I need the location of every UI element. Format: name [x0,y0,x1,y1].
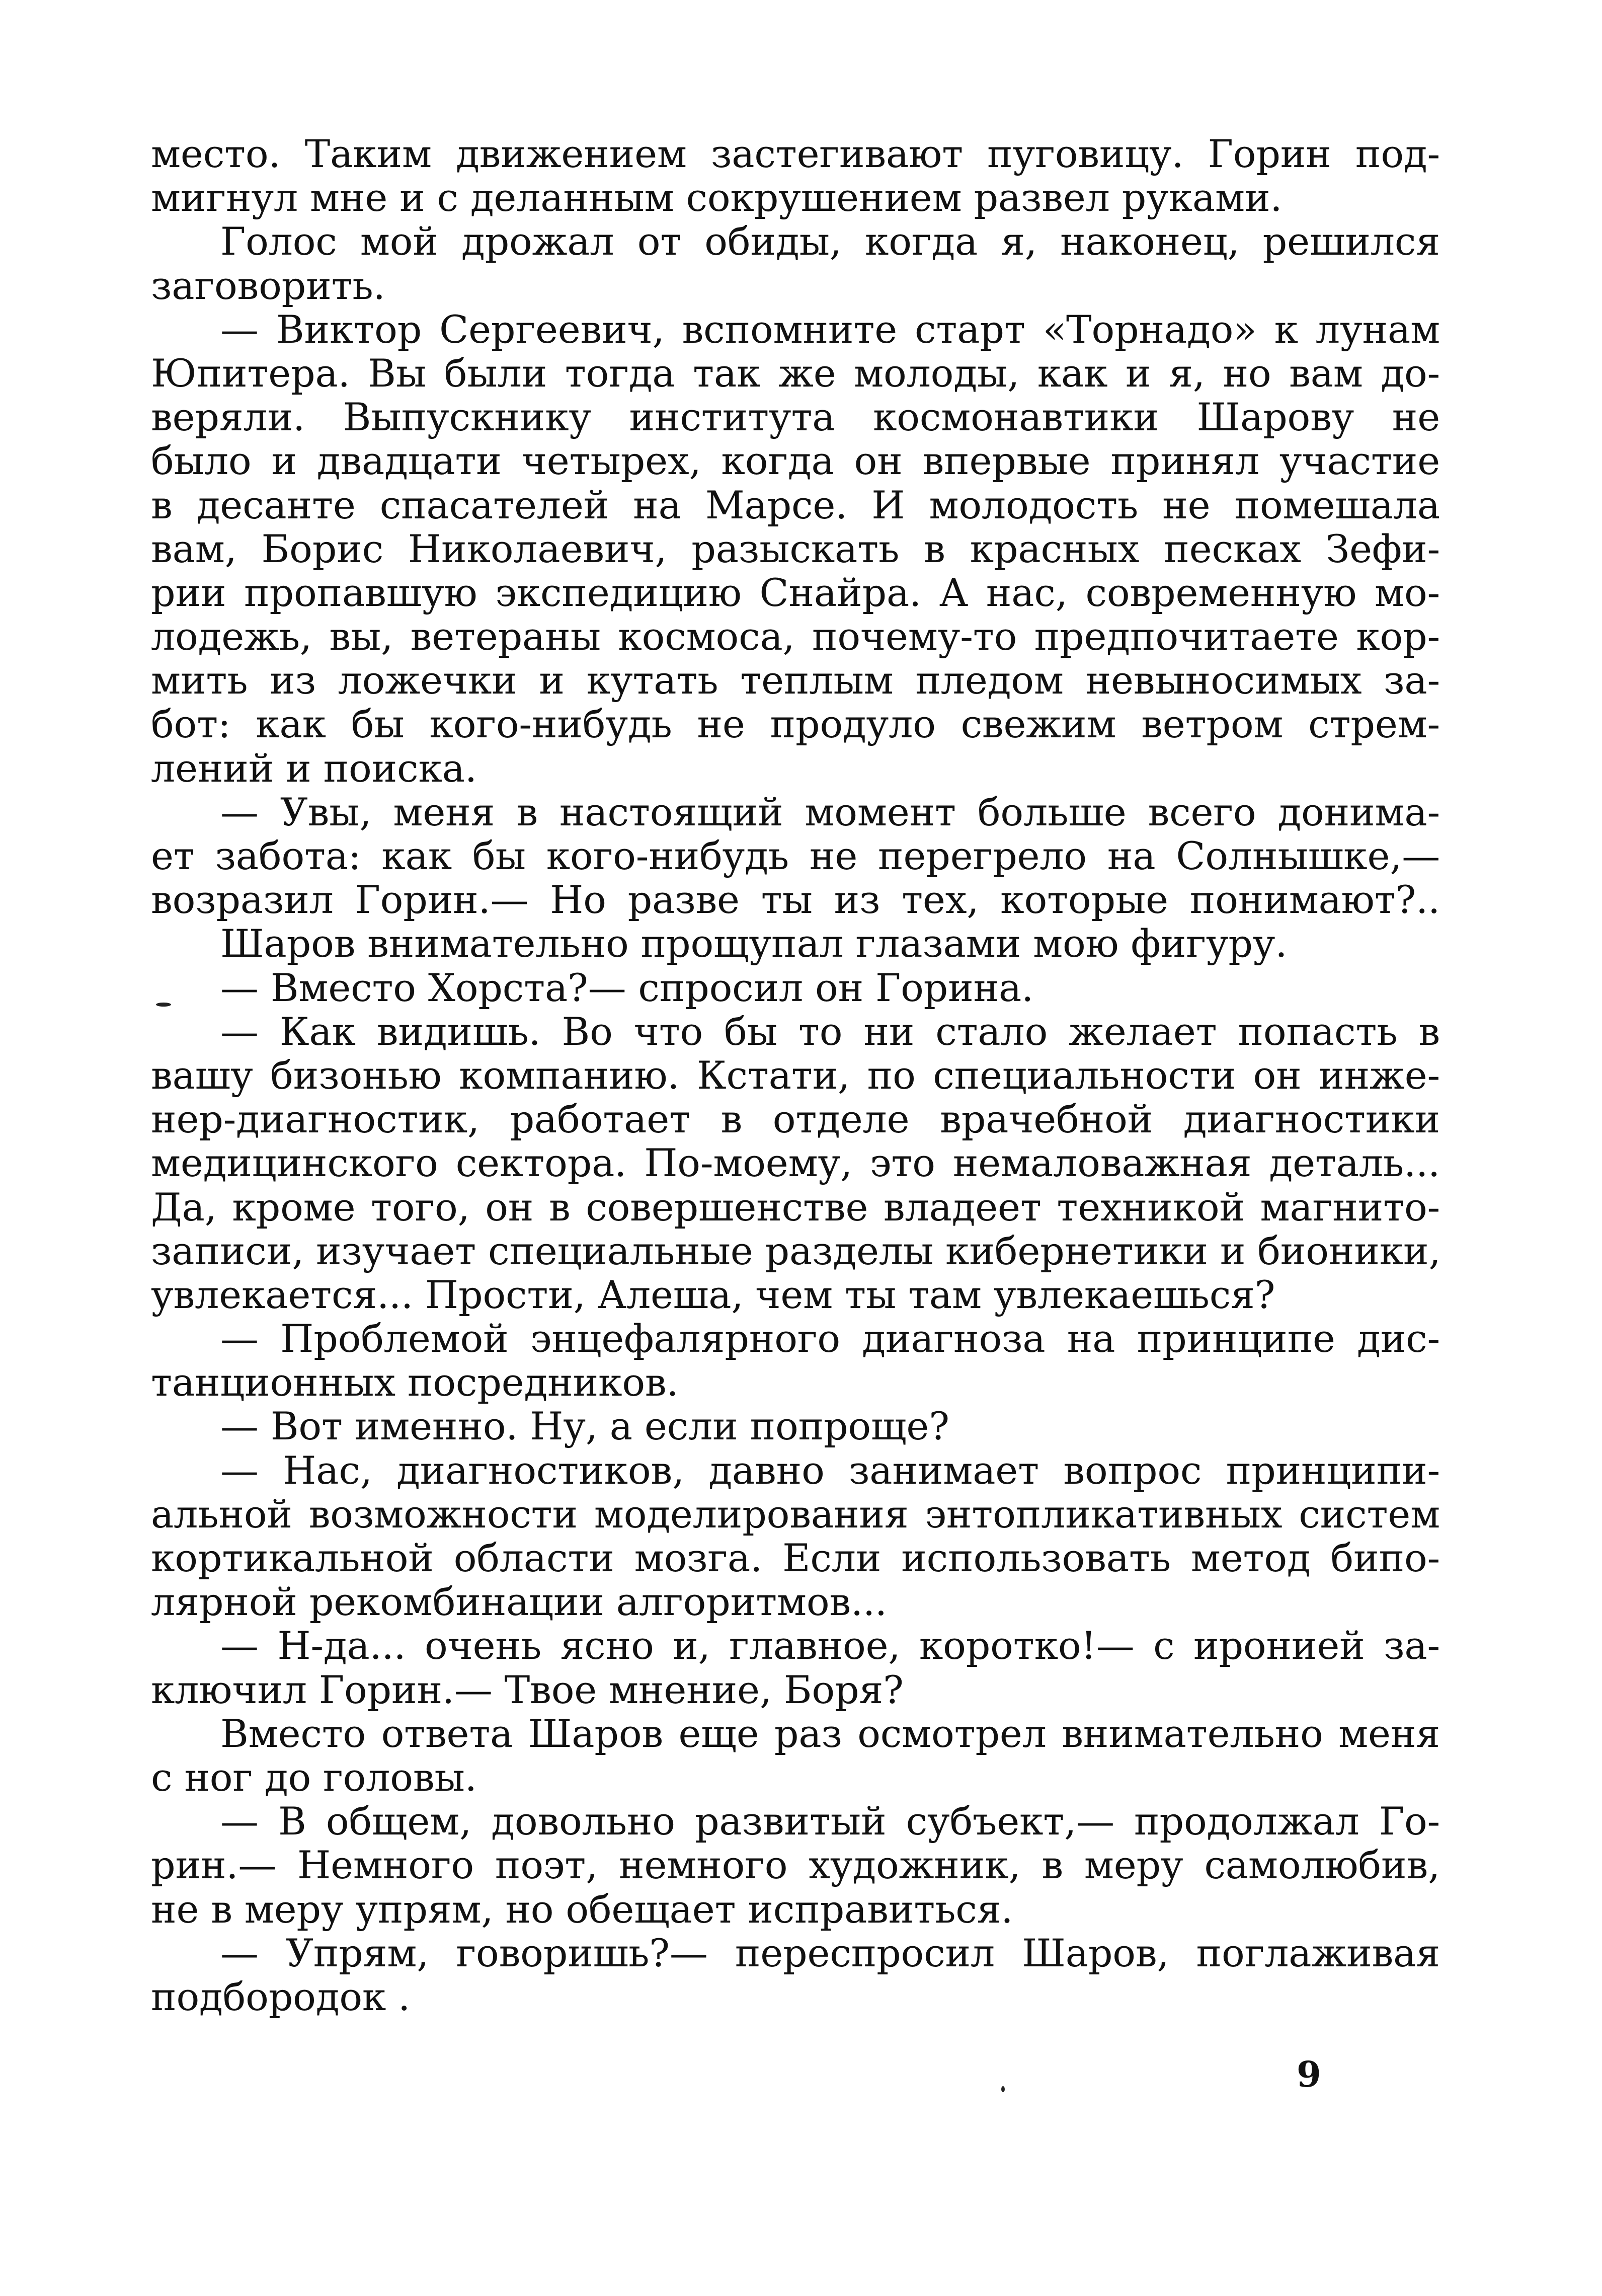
text-line: — Н-да... очень ясно и, главное, коротко!— с иронией за- [220,1623,1440,1668]
text-line: — Вместо Хорста?— спросил он Горина. [220,965,1034,1010]
text-line: — Вот именно. Ну, а если попроще? [220,1404,949,1449]
text-line: лярной рекомбинации алгоритмов... [151,1579,887,1625]
text-line: бот: как бы кого-нибудь не продуло свежим ветром стрем- [151,702,1440,747]
text-line: подбородок . [151,1974,411,2019]
text-line: с ног до головы. [151,1754,477,1800]
text-line: — Нас, диагностиков, давно занимает вопрос принципи- [220,1447,1440,1493]
scan-speck [1001,2086,1005,2092]
text-line: — Проблемой энцефалярного диагноза на принципе дис- [220,1316,1440,1361]
text-line: мигнул мне и с деланным сокрушением развел руками. [151,175,1283,220]
text-line: вашу бизонью компанию. Кстати, по специальности он инже- [151,1052,1440,1098]
text-line: было и двадцати четырех, когда он впервые принял участие [151,438,1440,484]
text-line: медицинского сектора. По-моему, это немаловажная деталь... [151,1140,1440,1186]
text-line: не в меру упрям, но обещает исправиться. [151,1886,1013,1932]
text-line: веряли. Выпускнику института космонавтики Шарову не [151,395,1440,440]
text-line: возразил Горин.— Но разве ты из тех, которые понимают?.. [151,877,1440,923]
text-line: ключил Горин.— Твое мнение, Боря? [151,1667,904,1712]
scan-speck [156,1003,171,1007]
text-line: Юпитера. Вы были тогда так же молоды, как и я, но вам до- [151,350,1440,396]
book-page-text [151,132,1440,2019]
text-line: — Упрям, говоришь?— переспросил Шаров, поглаживая [220,1930,1440,1975]
text-line: лений и поиска. [151,745,477,791]
text-line: рин.— Немного поэт, немного художник, в меру самолюбив, [151,1843,1440,1888]
text-line: — Увы, меня в настоящий момент больше всего донима- [220,789,1440,834]
text-line: Шаров внимательно прощупал глазами мою фигуру. [220,921,1288,966]
text-line: альной возможности моделирования энтопликативных систем [151,1491,1440,1537]
text-line: Голос мой дрожал от обиды, когда я, наконец, решился [220,219,1440,264]
text-line: танционных посредников. [151,1360,679,1405]
text-line: вам, Борис Николаевич, разыскать в красных песках Зефи- [151,526,1440,571]
page-number: 9 [1297,2053,1321,2095]
text-line: — Как видишь. Во что бы то ни стало желает попасть в [220,1009,1440,1054]
text-line: рии пропавшую экспедицию Снайра. А нас, современную мо- [151,570,1440,615]
text-line: ет забота: как бы кого-нибудь не перегрело на Солнышке,— [151,833,1440,878]
text-line: мить из ложечки и кутать теплым пледом невыносимых за- [151,658,1440,703]
text-line: увлекается... Прости, Алеша, чем ты там увлекаешься? [151,1272,1275,1317]
text-line: — В общем, довольно развитый субъект,— продолжал Го- [220,1799,1440,1844]
text-line: в десанте спасателей на Марсе. И молодость не помешала [151,482,1440,527]
text-line: нер-диагностик, работает в отделе врачебной диагностики [151,1097,1440,1142]
text-line: Вместо ответа Шаров еще раз осмотрел внимательно меня [220,1711,1440,1756]
text-line: место. Таким движением застегивают пуговицу. Горин под- [151,131,1440,176]
text-line: лодежь, вы, ветераны космоса, почему-то предпочитаете кор- [151,614,1440,659]
text-line: — Виктор Сергеевич, вспомните старт «Торнадо» к лунам [220,307,1440,352]
text-line: кортикальной области мозга. Если использовать метод бипо- [151,1536,1440,1580]
text-line: Да, кроме того, он в совершенстве владеет техникой магнито- [151,1184,1440,1230]
text-line: заговорить. [151,263,385,308]
text-line: записи, изучает специальные разделы кибернетики и бионики, [151,1228,1441,1273]
